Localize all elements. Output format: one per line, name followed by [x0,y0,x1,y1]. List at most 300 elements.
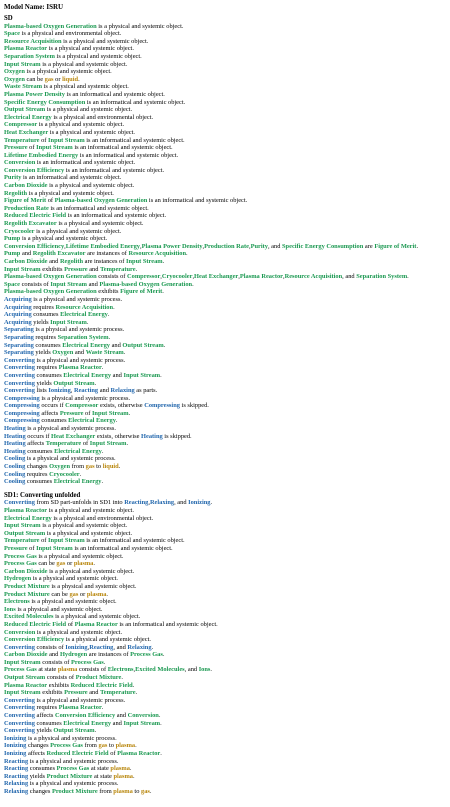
sentence-text: yields [34,727,54,735]
sentence-text: consists of [77,666,108,674]
opl-sentence [4,266,446,274]
opl-sentence [4,499,446,507]
sentence-text: . [101,364,104,372]
sentence-text: . [129,765,132,773]
opl-sentence [4,235,446,243]
object-name: Hydrogen [4,575,32,583]
opl-sentence [4,349,446,357]
object-name: Plasma-based Oxygen Generation [4,22,97,30]
object-name: Pressure [4,144,28,152]
sentence-text: consists of [40,658,71,666]
object-name: Lifetime Embodied Energy [65,242,140,250]
object-name: Resource Acquisition [284,273,343,281]
object-name: Electrical Energy [68,417,116,425]
sentence-text: is a physical and systemic process. [34,696,126,704]
sentence-text: , and [342,273,357,281]
object-name: Waste Stream [85,349,124,357]
opl-sentence [4,129,446,137]
state-name: gas [44,75,54,83]
object-name: Plasma-based Oxygen Generation [4,288,97,296]
object-name: Pressure [64,265,88,273]
sentence-text: or [78,590,87,598]
opl-sentence [4,380,446,388]
sentence-text: yields [28,772,47,780]
object-name: Process Gas [4,666,37,674]
object-name: Temperature [100,265,136,273]
sentence-text: can be [36,560,57,568]
opl-sentence [4,606,446,614]
process-name: Ionizing [4,750,27,757]
process-name: Cooling [4,455,26,463]
sentence-text: requires [31,303,56,311]
object-name: Reduced Electric Field [70,681,133,689]
opl-sentence [4,228,446,236]
object-name: Input Stream [36,144,73,152]
object-name: Input Stream [50,280,87,288]
sentence-text: . [160,750,162,757]
sentence-text: is a physical and systemic process. [33,326,125,334]
opl-sentence [4,433,446,441]
sentence-text: is a physical and systemic object. [36,552,124,560]
sentence-text: and [87,265,101,273]
object-name: Carbon Dioxide [4,258,48,265]
sentence-text: is a physical and systemic process. [25,425,116,433]
opl-sentence [4,530,446,538]
process-name: Acquiring [4,295,32,303]
sections-container [4,15,446,796]
object-name: Input Stream [89,440,127,448]
sentence-text: , [202,242,205,250]
sentence-text: . [107,311,110,319]
process-name: Converting [4,712,35,720]
object-name: Resource Acquisition [55,303,114,311]
sentence-text: to [132,787,141,795]
opl-sentence [4,212,446,220]
process-name: Compressing [4,409,40,417]
sentence-text: requires [34,704,59,712]
sentence-text: of [39,537,49,545]
state-name: liquid [62,75,79,83]
sentence-text: . [162,651,165,659]
sentence-text: is a physical and systemic object. [40,522,128,530]
opl-sentence [4,342,446,350]
object-name: Conversion [4,628,36,636]
object-name: Excited Molecules [4,613,54,621]
sentence-text: at state [36,666,58,674]
sentence-text: , [64,242,66,250]
opl-sentence [4,76,446,84]
opl-sentence [4,780,446,788]
opl-sentence [4,250,446,258]
sentence-text: is a physical and systemic process. [31,295,123,303]
opl-sentence [4,697,446,705]
object-name: Specific Energy Consumption [282,242,364,250]
sentence-text: from SD part-unfolds in SD1 into [34,499,125,507]
opl-sentence [4,448,446,456]
opl-sentence [4,644,446,652]
object-name: Input Stream [50,318,87,326]
opl-sentence [4,750,446,758]
section-heading: SD1: Converting unfolded [4,491,81,499]
sentence-text: of [83,409,92,417]
process-name: Heating [4,432,26,440]
process-name: Acquiring [4,303,32,311]
sentence-text: of [39,136,49,144]
sentence-text: requires [25,470,50,478]
sentence-text: . [93,560,95,568]
object-name: Production Rate [4,204,49,212]
object-name: Input Stream [4,658,41,666]
process-name: Reacting [4,757,29,765]
sentence-text: is a physical and systemic object. [96,22,184,30]
opl-sentence [4,114,446,122]
sentence-text: is an informatical and systemic object. [48,204,149,212]
object-name: Input Stream [4,689,41,697]
sentence-text: is a physical and systemic object. [64,636,151,644]
opl-sentence [4,478,446,486]
opl-sentence [4,364,446,372]
object-name: Regolith [4,189,28,197]
opl-sentence [4,727,446,735]
sentence-text: . [79,470,82,478]
state-name: plasma [57,666,78,674]
object-name: Compressor [4,121,38,129]
sentence-text: of [108,750,118,757]
sentence-text: lists [34,387,49,395]
sentence-text: . [416,242,419,250]
process-name: Ionizing [48,387,71,395]
sentence-text: and [109,341,123,349]
sentence-text: . [108,333,111,341]
sentence-text: is an informatical and systemic object. [117,620,218,628]
sentence-text: yields [31,318,51,326]
process-name: Compressing [144,402,180,410]
state-name: liquid [102,463,119,471]
process-name: Relaxing [127,643,152,651]
process-name: Converting [4,379,35,387]
object-name: Input Stream [123,371,161,379]
opl-sentence [4,205,446,213]
opl-sentence [4,288,446,296]
opl-sentence [4,61,446,69]
opl-sentence [4,742,446,750]
object-name: Purity [250,242,268,250]
process-name: Separating [4,326,34,334]
sentence-text: . [94,727,97,735]
sentence-text: is a physical and systemic object. [42,83,129,91]
sentence-text: is an informatical and systemic object. [72,544,173,552]
object-name: Electrical Energy [4,514,52,522]
opl-sentence [4,704,446,712]
object-name: Process Gas [50,742,83,750]
sentence-text: are instances of [83,258,126,265]
sentence-text: . [149,787,152,795]
opl-sentence [4,319,446,327]
opl-sentence [4,735,446,743]
process-name: Converting [4,356,35,364]
state-name: gas [141,787,150,795]
sentence-text: . [135,265,138,273]
object-name: Space [4,30,20,38]
opl-sentence [4,568,446,576]
process-name: Acquiring [4,311,32,319]
object-name: Oxygen [49,463,71,471]
opl-sentence [4,575,446,583]
sentence-text: and [47,651,60,659]
sentence-text: of [27,544,37,552]
opl-sentence [4,425,446,433]
opl-sentence [4,137,446,145]
sentence-text: . [86,318,89,326]
sentence-text: . [113,303,115,311]
object-name: Electrical Energy [53,478,102,486]
object-name: Cryocooler [49,470,80,478]
opl-sentence [4,91,446,99]
sentence-text: is a physical and systemic object. [45,106,133,114]
opl-sentence [4,773,446,781]
opl-sentence [4,53,446,61]
process-name: Separating [4,349,34,357]
object-name: Cryocooler [4,227,35,235]
opl-sentence [4,68,446,76]
sentence-text: . [160,719,162,727]
object-name: Electrical Energy [62,341,110,349]
object-name: Input Stream [4,265,41,273]
opl-sentence [4,560,446,568]
sentence-text: is a physical and environmental object. [51,514,154,522]
object-name: Output Stream [4,106,46,114]
object-name: Regolith Excavator [4,220,57,228]
object-name: Resource Acquisition [128,250,187,258]
state-name: plasma [113,787,133,795]
object-name: Process Gas [71,658,104,666]
object-name: Product Mixture [4,582,50,590]
sentence-text: of [66,620,75,628]
opl-sentence [4,197,446,205]
sentence-text: affects [34,712,55,720]
process-name: Converting [4,499,35,507]
sentence-text: . [407,273,409,281]
process-name: Reacting [73,387,99,395]
sentence-text: . [78,75,80,83]
model-name-title: Model Name: ISRU [4,3,64,11]
sentence-text: is a physical and systemic object. [15,605,103,613]
opl-sentence [4,243,446,251]
sentence-text: consumes [34,719,64,727]
sentence-text: is a physical and systemic object. [20,235,108,243]
process-name: Relaxing [4,787,29,795]
process-name: Converting [4,719,35,727]
sentence-text: is an informatical and systemic object. [147,197,248,205]
opl-sentence [4,281,446,289]
opl-sentence [4,553,446,561]
opl-sentence [4,182,446,190]
sentence-text: . [210,499,213,507]
process-name: Separating [4,333,34,341]
object-name: Product Mixture [75,674,122,682]
object-name: Process Gas [56,765,90,773]
object-name: Production Rate [204,242,249,250]
object-name: Process Gas [4,560,37,568]
sentence-text: , [248,242,251,250]
object-name: Temperature [4,537,40,545]
sentence-text: is a physical and systemic process. [25,455,116,463]
process-name: Cooling [4,478,26,486]
opl-sentence [4,144,446,152]
sentence-text: consumes [25,447,55,455]
opl-sentence [4,765,446,773]
sentence-text: is a physical and systemic object. [54,52,142,60]
process-name: Relaxing [4,780,29,788]
sentence-text: is a physical and systemic object. [27,189,114,197]
object-name: Input Stream [36,544,73,552]
opl-sentence [4,463,446,471]
object-name: Plasma Reactor [58,364,102,372]
process-name: Converting [4,371,35,379]
object-name: Ions [4,605,16,613]
opl-sentence [4,410,446,418]
object-name: Regolith [59,258,84,265]
object-name: Separation System [356,273,408,281]
opl-sentence [4,545,446,553]
sentence-text: from [97,787,114,795]
object-name: Heat Exchanger [194,273,239,281]
sentence-text: occurs if [25,432,52,440]
object-name: Plasma Reactor [239,273,283,281]
opl-sentence [4,651,446,659]
sentence-text: occurs if [39,402,66,410]
sentence-text: and [111,719,124,727]
object-name: Plasma-based Oxygen Generation [4,273,97,281]
opl-sentence [4,30,446,38]
sentence-text: consists of [45,674,76,682]
sentence-text: , [160,273,162,281]
sentence-text: is a physical and systemic object. [47,182,135,190]
sentence-text: from [70,463,86,471]
object-name: Plasma Power Density [141,242,203,250]
opl-sentence [4,387,446,395]
sentence-text: of [46,197,55,205]
sentence-text: is a physical and systemic object. [56,220,144,228]
sentence-text: is a physical and systemic object. [24,68,112,76]
object-name: Output Stream [4,674,46,682]
sentence-text: is an informatical and systemic object. [64,90,165,98]
opl-sentence [4,537,446,545]
process-name: Reacting [4,765,29,773]
object-name: Input Stream [48,136,85,144]
object-name: Input Stream [4,60,41,68]
sentence-text: and [115,712,128,720]
sentence-text: is an informatical and systemic object. [66,212,167,220]
object-name: Conversion Efficiency [4,242,65,250]
object-name: Figure of Merit [120,288,163,296]
sentence-text: are instances of [85,250,129,258]
opl-sentence [4,440,446,448]
object-name: Figure of Merit [4,197,47,205]
object-name: Product Mixture [51,787,98,795]
sentence-text: is a physical and environmental object. [19,30,122,38]
object-name: Space [4,280,20,288]
opl-sentence [4,45,446,53]
object-name: Specific Energy Consumption [4,98,86,106]
sentence-text: changes [25,463,50,471]
opl-sentence [4,689,446,697]
sentence-text: , [238,273,240,281]
opl-sentence [4,296,446,304]
opl-sentence [4,666,446,674]
state-name: plasma [73,560,94,568]
sentence-text: . [133,772,135,780]
sentence-text: at state [92,772,114,780]
process-name: Heating [4,440,26,448]
sentence-text: requires [33,333,58,341]
sentence-text: is a physical and systemic object. [53,613,141,621]
sentence-text: affects [26,750,47,757]
sentence-text: or [65,560,74,568]
sentence-text: is a physical and systemic object. [34,227,122,235]
state-name: plasma [115,742,136,750]
sentence-text: and [73,349,86,357]
sentence-text: is an informatical and systemic object. [78,151,179,159]
process-name: Converting [4,696,35,704]
object-name: Input Stream [123,719,161,727]
sentence-text: is a physical and systemic object. [45,529,133,537]
object-name: Carbon Dioxide [4,182,48,190]
object-name: Temperature [45,440,82,448]
sentence-text: is a physical and environmental object. [51,113,154,121]
opl-sentence [4,372,446,380]
object-name: Waste Stream [4,83,43,91]
sentence-text: yields [33,349,53,357]
sentence-text: . [103,658,106,666]
process-name: Compressing [4,417,40,425]
sentence-text: of [27,144,37,152]
object-name: Output Stream [53,379,95,387]
opl-sentence [4,106,446,114]
sentence-text: , [87,643,90,651]
sentence-text: is an informatical and systemic object. [84,537,185,545]
opl-sentence [4,395,446,403]
sentence-text: , [148,499,150,507]
object-name: Output Stream [122,341,164,349]
object-name: Temperature [4,136,40,144]
section-heading: SD [4,15,13,22]
sentence-text: is an informatical and systemic object. [64,166,165,174]
object-name: Plasma-based Oxygen Generation [54,197,148,205]
state-name: gas [69,590,79,598]
sentence-text: yields [34,379,54,387]
sentence-text: consumes [39,417,69,425]
opl-sentence [4,613,446,621]
sentence-text: from [82,742,99,750]
sentence-text: . [101,704,104,712]
object-name: Pressure [59,409,84,417]
sentence-text: or [53,75,63,83]
object-name: Electrons [4,598,30,606]
sentence-text: consists of [96,273,128,281]
sentence-text: exhibits [47,681,71,689]
sentence-text: changes [28,787,52,795]
object-name: Electrical Energy [60,311,108,319]
process-name: Ionizing [4,742,27,750]
object-name: Plasma Power Density [4,90,65,98]
object-name: Electrons [107,666,134,674]
object-name: Electrical Energy [63,371,112,379]
process-name: Reacting [124,499,149,507]
opl-sentence [4,417,446,425]
sentence-text: . [210,666,213,674]
object-name: Separation System [57,333,109,341]
